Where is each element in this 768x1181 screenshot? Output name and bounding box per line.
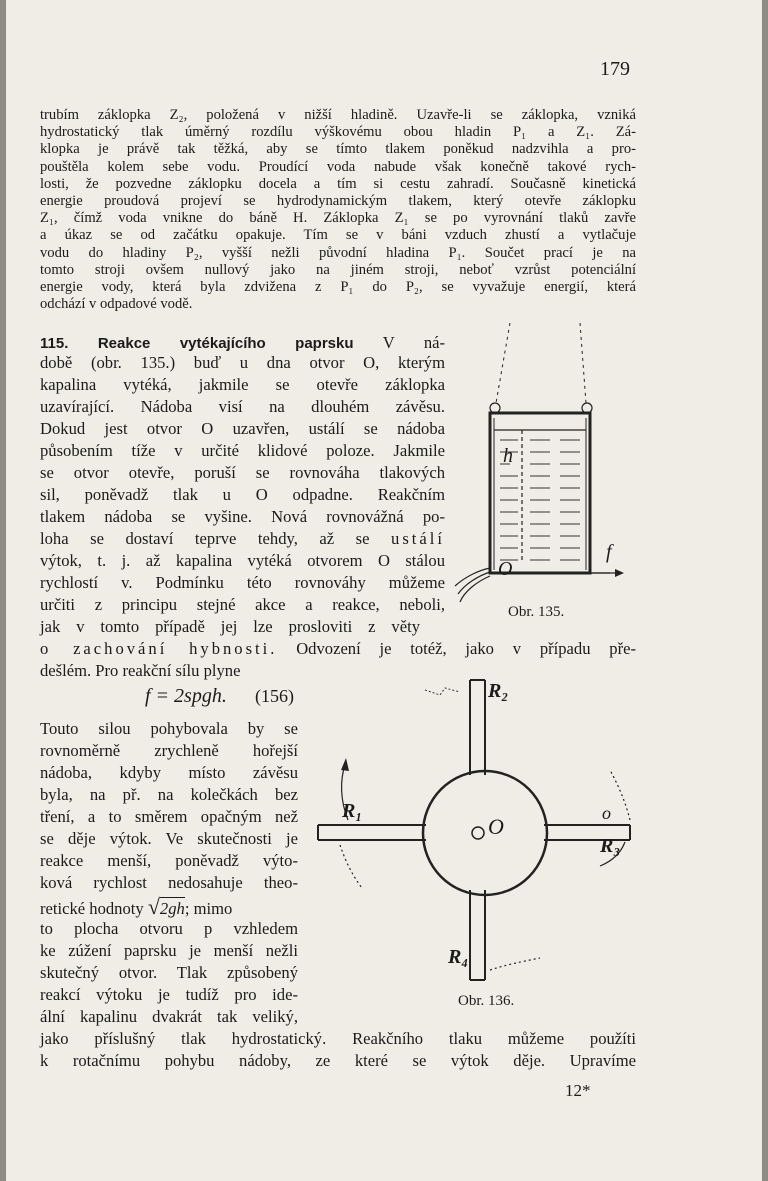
text-line: klopka je právě tak těžká, aby se tímto tlakem poněkud nadzvihla a pro- [40,141,636,158]
text-line: jako příslušný tlak hydrostatický. Reakčního tlaku můžeme použíti [40,1029,636,1048]
spaced-word: ustálí [391,529,445,548]
text-line: energie proudová projeví se hydrodynamickým tlakem, který otevře záklopku [40,193,636,210]
text-line: výtok, t. j. až kapalina vytéká otvorem O stálou [40,551,445,570]
text-line: Dokud jest otvor O uzavřen, ustálí se nádoba [40,419,445,438]
text-line-zachovani [40,639,636,659]
text-line: vodu do hladiny P₂, vyšší nežli původní hladina P₁. Součet prací je na [40,244,636,261]
spaced-phrase: o zachování hybnosti. [40,639,278,658]
text-line: to plocha otvoru p vzhledem [40,919,298,938]
label-r4: R₄ [448,946,469,968]
text-line: k rotačnímu pohybu nádoby, ze které se výtok děje. Upravíme [40,1051,636,1070]
text-line: době (obr. 135.) buď u dna otvor O, kterým [40,353,445,372]
label-r2: R₂ [488,680,509,702]
text-line: energie vody, která byla zdvižena z P₁ do P₂, se vyvažuje energií, která [40,279,636,296]
text-line: ální kapalinu dvakrát tak veliký, [40,1007,298,1026]
text-line: působením tíže v určité klidové poloze. Jakmile [40,441,445,460]
sqrt-expression: √2gh [147,894,185,919]
text-line: určiti z principu stejné akce a reakce, neboli, [40,595,445,614]
text-line: kapalina vytéká, jakmile se otevře záklopka [40,375,445,394]
formula-156: f = 2spgh. [145,685,227,707]
text-line: dešlém. Pro reakční sílu plyne [40,661,241,680]
text-line: sil, poněvadž tlak u O odpadne. Reakčním [40,485,445,504]
text-line: Touto silou pohybovala by se [40,719,298,738]
text-line: nádoba, kdyby místo závěsu [40,763,298,782]
text-fragment: loha se dostaví teprve tehdy, až se [40,529,370,548]
text-line: jak v tomto případě jej lze prosloviti z věty [40,617,420,636]
label-r3: R₃ [600,835,621,857]
text-line: ková rychlost nedosahuje theo- [40,873,298,892]
text-line: rychlostí v. Podmínku této rovnováhy můžeme [40,573,445,592]
text-line: a úkaz se od začátku opakuje. Tím se v báni vzduch zhustí a vytlačuje [40,227,636,244]
page-edge-right [762,0,768,1181]
sqrt-argument: 2gh [159,899,185,918]
text-fragment: retické hodnoty [40,899,144,918]
figure-135-label-o: O [498,558,513,580]
figure-136-caption: Obr. 136. [458,993,515,1009]
text-line-ustali [40,529,445,549]
page-number: 179 [600,58,630,80]
text-line: se děje výtok. Ve skutečnosti je [40,829,298,848]
text-line: reakcí výtoku je tudíž pro ide- [40,985,298,1004]
text-line: reakce menší, poněvadž výto- [40,851,298,870]
text-fragment: ; mimo [184,899,233,918]
text-line: V ná- [382,333,446,352]
label-center-o: O [488,814,504,839]
text-line: tomto stroji ovšem nullový jako na jiném stroji, neboť vzrůst potenciální [40,261,636,278]
figure-136-drawing [300,670,650,1020]
page-edge-left [0,0,6,1181]
text-line: uzavírající. Nádoba visí na dlouhém závěsu. [40,397,445,416]
label-small-o: o [602,803,611,823]
text-line: odchází v odpadové vodě. [40,296,193,313]
text-line: rovnoměrně zrychleně hořejší [40,741,298,760]
figure-135-label-h: h [503,445,513,467]
text-line: Z₁, čímž voda vnikne do báně H. Záklopka Z₁ se po vyrovnání tlaků zavře [40,210,636,227]
text-line: se otvor otevře, poruší se rovnováha tlakových [40,463,445,482]
text-line: losti, že pozvedne záklopku docela a tím si cestu zahradí. Současně kinetická [40,175,636,192]
figure-135 [410,318,650,628]
text-line: tlakem nádoba se vyšine. Nová rovnovážná po- [40,507,445,526]
section-heading-line [40,333,445,354]
section-number: 115. [40,335,69,352]
formula-number: (156) [255,686,294,706]
text-line: hydrostatický tlak úměrný rozdílu výškovému obou hladin P₁ a Z₁. Zá- [40,124,636,141]
text-line: tření, a to směrem opačným než [40,807,298,826]
figure-135-drawing [410,318,650,628]
paragraph-top [40,107,636,313]
figure-135-caption: Obr. 135. [508,604,565,620]
text-line: trubím záklopka Z₂, položená v nižší hladině. Uzavře-li se záklopka, vzniká [40,107,636,123]
figure-136 [300,670,650,1020]
text-line-sqrt [40,894,233,919]
figure-135-label-f: f [606,541,612,563]
text-line: byla, na př. na kolečkách bez [40,785,298,804]
text-line: skutečný otvor. Tlak způsobený [40,963,298,982]
section-title: Reakce vytékajícího paprsku [97,335,354,352]
text-line: ke zúžení paprsku je menší nežli [40,941,298,960]
text-line: pouštěla kolem sebe vodu. Proudící voda nabude však konečně takové rych- [40,158,636,175]
footer-signature: 12* [565,1081,591,1100]
label-r1: R₁ [342,800,363,822]
text-fragment: Odvození je totéž, jako v případu pře- [296,639,636,658]
